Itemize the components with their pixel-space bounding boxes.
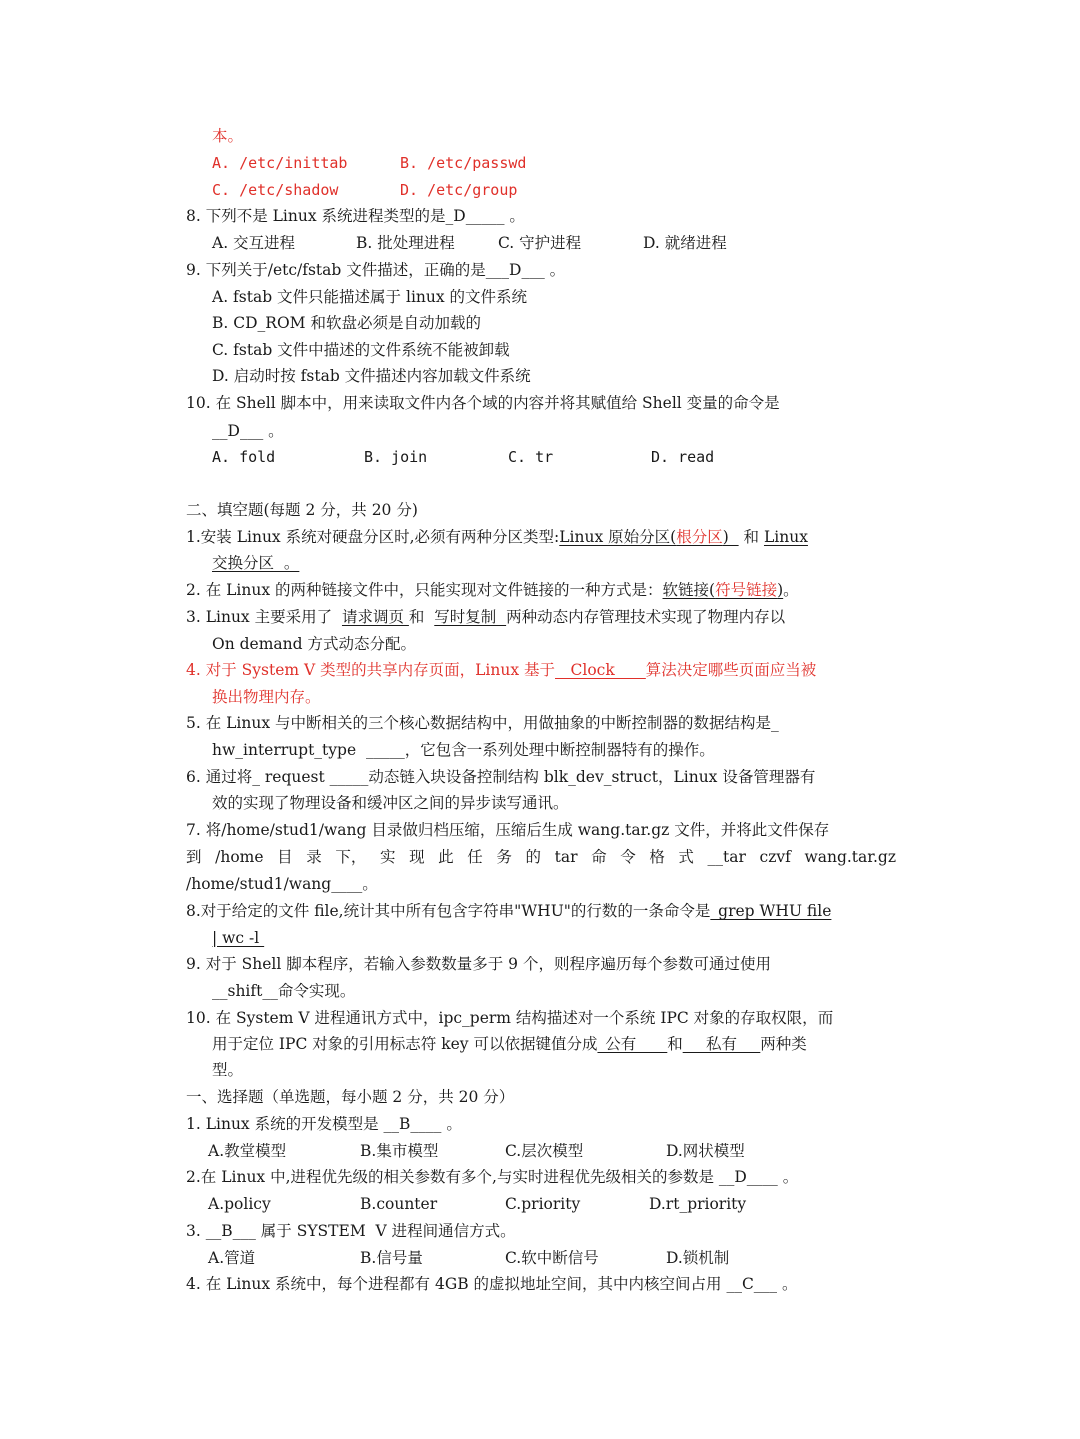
question-8-text: 8. 下列不是 Linux 系统进程类型的是_ <box>186 207 454 225</box>
question-9-text: 9. 下列关于/etc/fstab 文件描述，正确的是___ <box>186 261 510 279</box>
q10-option-d: D. read <box>651 448 715 466</box>
fill-7-word: 录 <box>306 848 322 866</box>
fill-1-line2 <box>212 552 299 574</box>
fill-7-word: 命 <box>591 848 607 866</box>
c2-option-d: D.rt_priority <box>649 1195 747 1213</box>
fill-1-text: 1.安装 Linux 系统对硬盘分区时,必须有两种分区类型: <box>186 528 560 546</box>
prev-question-tail: 本。 <box>212 127 244 145</box>
q8-option-b: B. 批处理进程 <box>356 234 455 252</box>
c3-option-a: A.管道 <box>208 1249 256 1267</box>
c2-option-a: A.policy <box>208 1195 271 1213</box>
fill-7-word: 务 <box>496 848 512 866</box>
fill-10-answer-1: _公有____ <box>597 1035 668 1053</box>
fill-8-text: 8.对于给定的文件 file,统计其中所有包含字符串"WHU"的行数的一条命令是 <box>186 902 711 920</box>
fill-3-line2: On demand 方式动态分配。 <box>212 635 416 653</box>
fill-2-text: 2. 在 Linux 的两种链接文件中，只能实现对文件链接的一种方式是： <box>186 581 663 599</box>
fill-4-text: 4. 对于 System V 类型的共享内存页面，Linux 基于 <box>186 661 556 679</box>
question-9 <box>186 259 565 281</box>
fill-2-answer-a: 软链接( <box>662 581 716 599</box>
choice-question-3: 3. __B___ 属于 SYSTEM V 进程间通信方式。 <box>186 1222 516 1240</box>
fill-5-line2 <box>212 739 715 761</box>
fill-7-word: czvf <box>759 848 791 866</box>
fill-1-answer-2b: 交换分区 。 <box>212 554 300 572</box>
fill-7-word: tar <box>554 848 578 866</box>
fill-question-7: 7. 将/home/stud1/wang 目录做归档压缩，压缩后生成 wang.tar.gz 文件，并将此文件保存 <box>186 821 830 839</box>
fill-7-word: wang.tar.gz <box>804 848 896 866</box>
fill-8-answer-2: | wc -l <box>212 929 265 947</box>
q9-option-d: D. 启动时按 fstab 文件描述内容加载文件系统 <box>212 367 531 385</box>
choice-question-2: 2.在 Linux 中,进程优先级的相关参数有多个,与实时进程优先级相关的参数是 __D____ 。 <box>186 1168 799 1186</box>
fill-7-word: 任 <box>467 848 483 866</box>
question-9-answer: D <box>509 261 522 279</box>
fill-7-word: 格 <box>649 848 665 866</box>
fill-3-answer-1: 请求调页 <box>341 608 409 626</box>
q8-option-c: C. 守护进程 <box>498 234 582 252</box>
fill-7-word: 下， <box>335 848 367 866</box>
choice-section-title: 一、选择题（单选题，每小题 2 分，共 20 分） <box>186 1088 515 1106</box>
fill-question-5: 5. 在 Linux 与中断相关的三个核心数据结构中，用做抽象的中断控制器的数据结构是_ <box>186 714 779 732</box>
fill-1-answer-1c: ) <box>722 528 739 546</box>
fill-3-and: 和 <box>408 608 435 626</box>
question-10-blank <box>212 420 284 442</box>
fill-7-word: 到 <box>186 848 202 866</box>
fill-6-answer: 6. 通过将_ request <box>186 768 330 786</box>
q10-blank-right: ___ 。 <box>239 422 284 440</box>
c2-option-b: B.counter <box>360 1195 438 1213</box>
fill-7-word: 实 <box>379 848 396 866</box>
option-d: D. /etc/group <box>400 181 518 199</box>
fill-2-answer <box>663 581 784 599</box>
c3-option-d: D.锁机制 <box>666 1249 730 1267</box>
question-10-answer: D <box>227 422 240 440</box>
fill-2-answer-b: 符号链接 <box>715 581 778 599</box>
q10-option-c: C. tr <box>508 448 554 466</box>
fill-10-and: 和 <box>667 1035 683 1053</box>
q8-option-d: D. 就绪进程 <box>643 234 727 252</box>
fill-6-post: _____动态链入块设备控制结构 blk_dev_struct，Linux 设备管理器有 <box>329 768 816 786</box>
fill-10-text: 用于定位 IPC 对象的引用标志符 key 可以依据键值分成 <box>212 1035 598 1053</box>
fill-4-line2: 换出物理内存。 <box>212 688 321 706</box>
fill-question-9: 9. 对于 Shell 脚本程序，若输入参数数量多于 9 个，则程序遍历每个参数可通过使用 <box>186 955 771 973</box>
fill-section-title: 二、填空题(每题 2 分，共 20 分) <box>186 501 418 519</box>
q9-option-a: A. fstab 文件只能描述属于 linux 的文件系统 <box>212 288 528 306</box>
q10-option-a: A. fold <box>212 448 276 466</box>
q9-option-b: B. CD_ROM 和软盘必须是自动加载的 <box>212 314 481 332</box>
q10-blank-left: __ <box>212 422 228 440</box>
fill-question-3 <box>186 606 785 628</box>
c1-option-a: A.教堂模型 <box>208 1142 287 1160</box>
fill-2-answer-c: ) <box>777 581 784 599</box>
fill-10-answer-2: ___私有___ <box>682 1035 761 1053</box>
c1-option-d: D.网状模型 <box>666 1142 745 1160</box>
option-b: B. /etc/passwd <box>400 154 527 172</box>
fill-3-text: 3. Linux 主要采用了 <box>186 608 342 626</box>
fill-1-answer-1b: 根分区 <box>676 528 723 546</box>
fill-question-6 <box>186 766 815 788</box>
fill-8-line2 <box>212 927 264 949</box>
option-c: C. /etc/shadow <box>212 181 339 199</box>
fill-7-word: 式 <box>678 848 694 866</box>
fill-1-and: 和 <box>738 528 764 546</box>
option-a: A. /etc/inittab <box>212 154 348 172</box>
question-8-blank: _____ 。 <box>465 207 525 225</box>
c3-option-b: B.信号量 <box>360 1249 423 1267</box>
fill-7-word: 现 <box>409 848 425 866</box>
choice-question-4: 4. 在 Linux 系统中，每个进程都有 4GB 的虚拟地址空间，其中内核空间占用 __C___ 。 <box>186 1275 798 1293</box>
c1-option-b: B.集市模型 <box>360 1142 439 1160</box>
fill-9-line2: __shift__命令实现。 <box>212 982 356 1000</box>
fill-6-line2: 效的实现了物理设备和缓冲区之间的异步读写通讯。 <box>212 794 569 812</box>
fill-7-line3: /home/stud1/wang____。 <box>186 875 378 893</box>
c1-option-c: C.层次模型 <box>505 1142 584 1160</box>
fill-1-answer-2a: Linux <box>763 528 808 546</box>
question-8 <box>186 205 525 227</box>
fill-10-line2 <box>212 1033 807 1055</box>
fill-question-10: 10. 在 System V 进程通讯方式中，ipc_perm 结构描述对一个系统 IPC 对象的存取权限，而 <box>186 1009 834 1027</box>
fill-8-answer-1: _grep WHU file <box>710 902 832 920</box>
q10-option-b: B. join <box>364 448 428 466</box>
fill-1-answer-1 <box>559 528 738 546</box>
fill-7-word: __tar <box>707 848 746 866</box>
q8-option-a: A. 交互进程 <box>212 234 296 252</box>
fill-10-line3: 型。 <box>212 1061 244 1079</box>
fill-3-answer-2: 写时复制 <box>434 608 507 626</box>
c3-option-c: C.软中断信号 <box>505 1249 599 1267</box>
fill-3-post: 两种动态内存管理技术实现了物理内存以 <box>506 608 786 626</box>
question-8-answer: D <box>453 207 466 225</box>
question-9-blank: ___ 。 <box>521 261 566 279</box>
c2-option-c: C.priority <box>505 1195 581 1213</box>
fill-7-word: /home <box>215 848 264 866</box>
fill-question-1 <box>186 526 808 548</box>
fill-4-answer: __Clock____ <box>555 661 646 679</box>
fill-5-post: _____，它包含一系列处理中断控制器特有的操作。 <box>365 741 715 759</box>
fill-question-8 <box>186 900 831 922</box>
fill-5-answer: hw_interrupt_type <box>212 741 366 759</box>
fill-1-answer-1a: Linux 原始分区( <box>559 528 677 546</box>
choice-question-1: 1. Linux 系统的开发模型是 __B____ 。 <box>186 1115 462 1133</box>
fill-question-2 <box>186 579 799 601</box>
fill-question-4 <box>186 659 816 681</box>
fill-7-word: 此 <box>438 848 454 866</box>
fill-4-post: 算法决定哪些页面应当被 <box>645 661 817 679</box>
fill-7-word: 令 <box>620 848 636 866</box>
fill-10-post: 两种类 <box>760 1035 807 1053</box>
fill-7-line2 <box>186 846 896 868</box>
fill-7-word: 的 <box>525 848 542 866</box>
fill-7-word: 目 <box>277 848 293 866</box>
fill-2-post: 。 <box>783 581 799 599</box>
q9-option-c: C. fstab 文件中描述的文件系统不能被卸载 <box>212 341 510 359</box>
question-10: 10. 在 Shell 脚本中，用来读取文件内各个域的内容并将其赋值给 Shell 变量的命令是 <box>186 394 780 412</box>
